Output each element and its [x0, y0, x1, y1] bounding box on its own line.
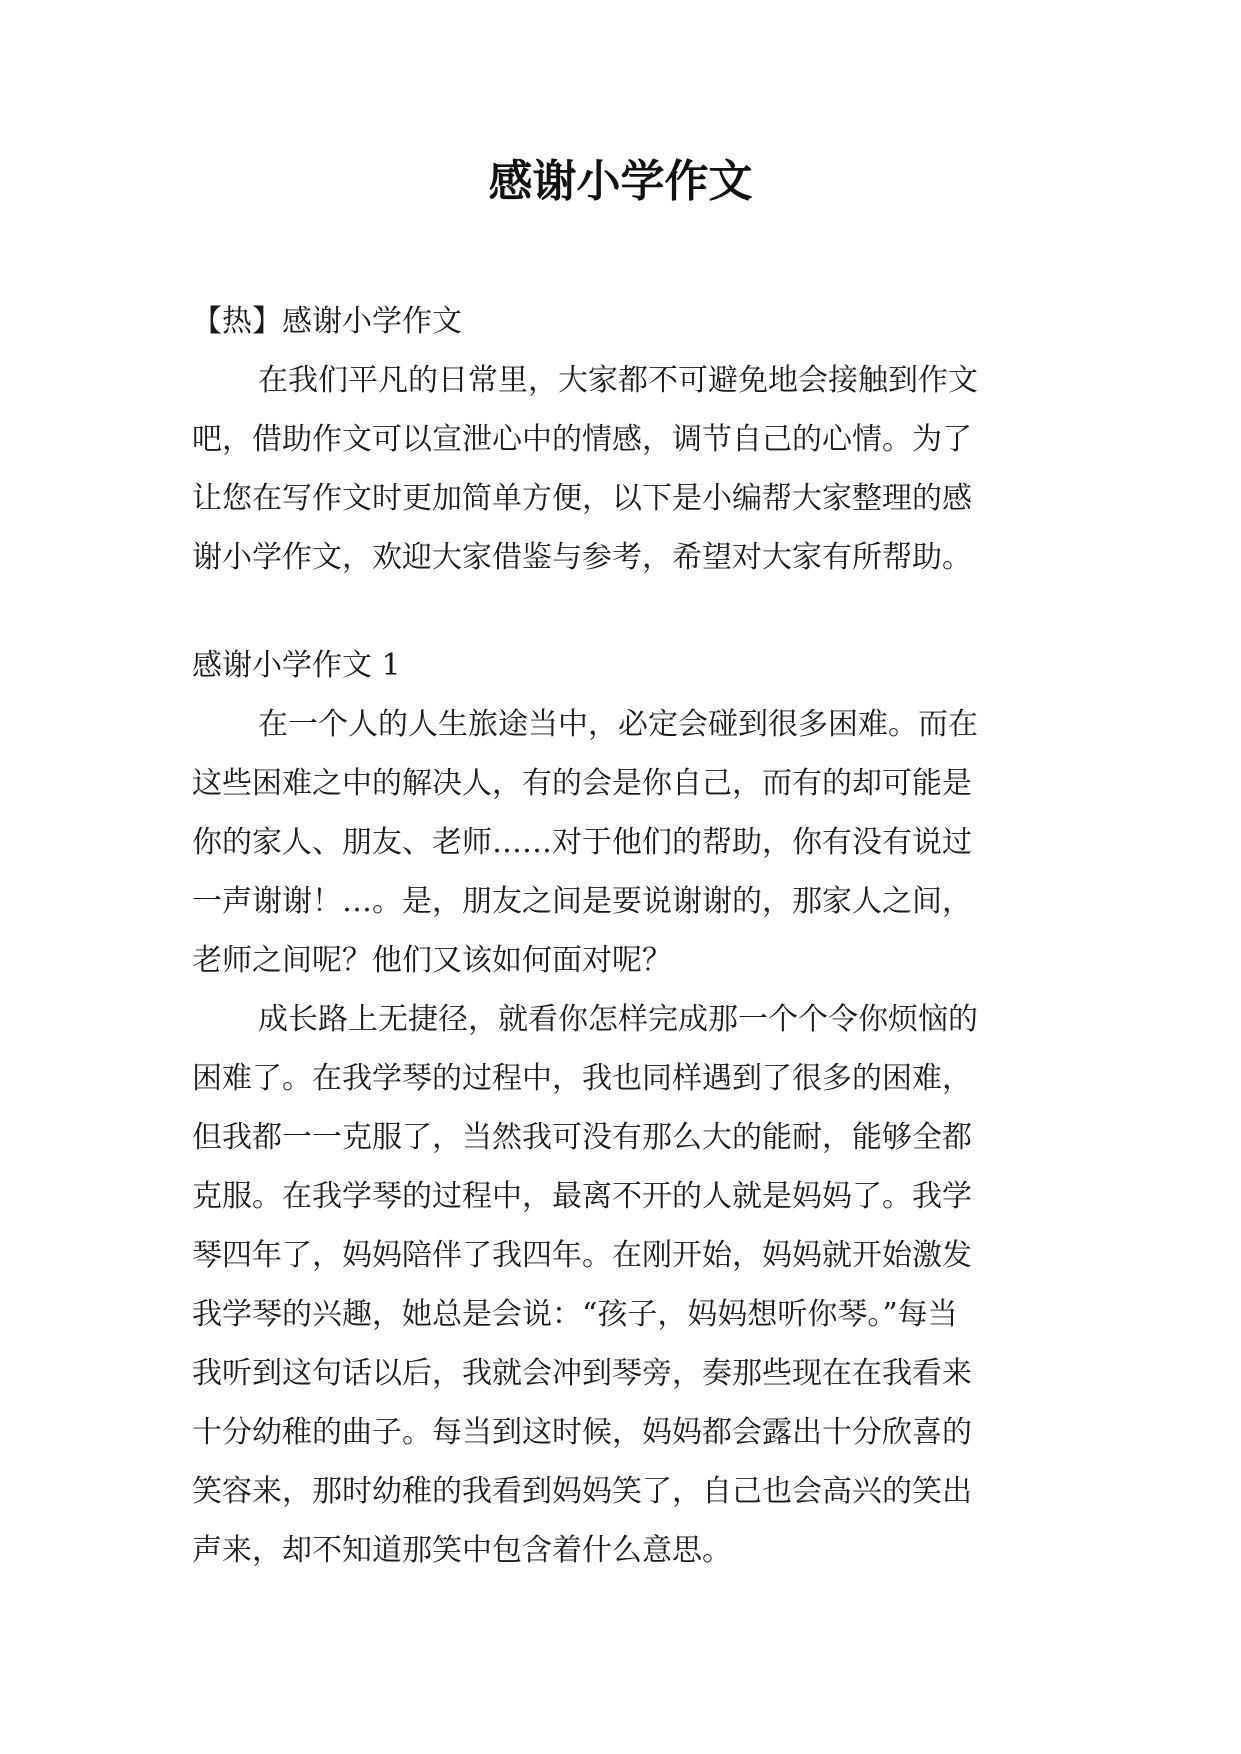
paragraph-line: 困难了。在我学琴的过程中，我也同样遇到了很多的困难， — [192, 1061, 972, 1096]
paragraph-line: 吧，借助作文可以宣泄心中的情感，调节自己的心情。为了 — [192, 422, 972, 457]
paragraph-line: 十分幼稚的曲子。每当到这时候，妈妈都会露出十分欣喜的 — [192, 1415, 972, 1450]
paragraph-line: 笑容来，那时幼稚的我看到妈妈笑了，自己也会高兴的笑出 — [192, 1474, 972, 1509]
paragraph-line: 我学琴的兴趣，她总是会说：“孩子，妈妈想听你琴。”每当 — [192, 1297, 958, 1332]
intro-paragraph — [192, 351, 1052, 587]
paragraph-line: 我听到这句话以后，我就会冲到琴旁，奏那些现在在我看来 — [192, 1356, 972, 1391]
paragraph-line: 但我都一一克服了，当然我可没有那么大的能耐，能够全都 — [192, 1120, 972, 1155]
paragraph-line: 在我们平凡的日常里，大家都不可避免地会接触到作文 — [258, 363, 978, 398]
section-heading: 感谢小学作文 1 — [192, 648, 401, 683]
paragraph-line: 声来，却不知道那笑中包含着什么意思。 — [192, 1533, 732, 1568]
paragraph-line: 琴四年了，妈妈陪伴了我四年。在刚开始，妈妈就开始激发 — [192, 1238, 972, 1273]
section1-paragraph-2 — [192, 990, 1052, 1580]
section1-paragraph-1 — [192, 695, 1052, 990]
paragraph-line: 谢小学作文，欢迎大家借鉴与参考，希望对大家有所帮助。 — [192, 540, 972, 575]
document-title: 感谢小学作文 — [488, 156, 753, 207]
paragraph-line: 你的家人、朋友、老师……对于他们的帮助，你有没有说过 — [192, 825, 972, 860]
paragraph-line: 在一个人的人生旅途当中，必定会碰到很多困难。而在 — [258, 707, 978, 742]
paragraph-line: 成长路上无捷径，就看你怎样完成那一个个令你烦恼的 — [258, 1002, 978, 1037]
intro-heading: 【热】感谢小学作文 — [192, 304, 462, 339]
paragraph-line: 让您在写作文时更加简单方便，以下是小编帮大家整理的感 — [192, 481, 972, 516]
paragraph-line: 一声谢谢！…。是，朋友之间是要说谢谢的，那家人之间， — [192, 884, 972, 919]
document-body — [192, 292, 1052, 1580]
paragraph-line: 老师之间呢？他们又该如何面对呢？ — [192, 943, 672, 978]
paragraph-line: 克服。在我学琴的过程中，最离不开的人就是妈妈了。我学 — [192, 1179, 972, 1214]
paragraph-line: 这些困难之中的解决人，有的会是你自己，而有的却可能是 — [192, 766, 972, 801]
section-spacer — [192, 587, 1052, 636]
